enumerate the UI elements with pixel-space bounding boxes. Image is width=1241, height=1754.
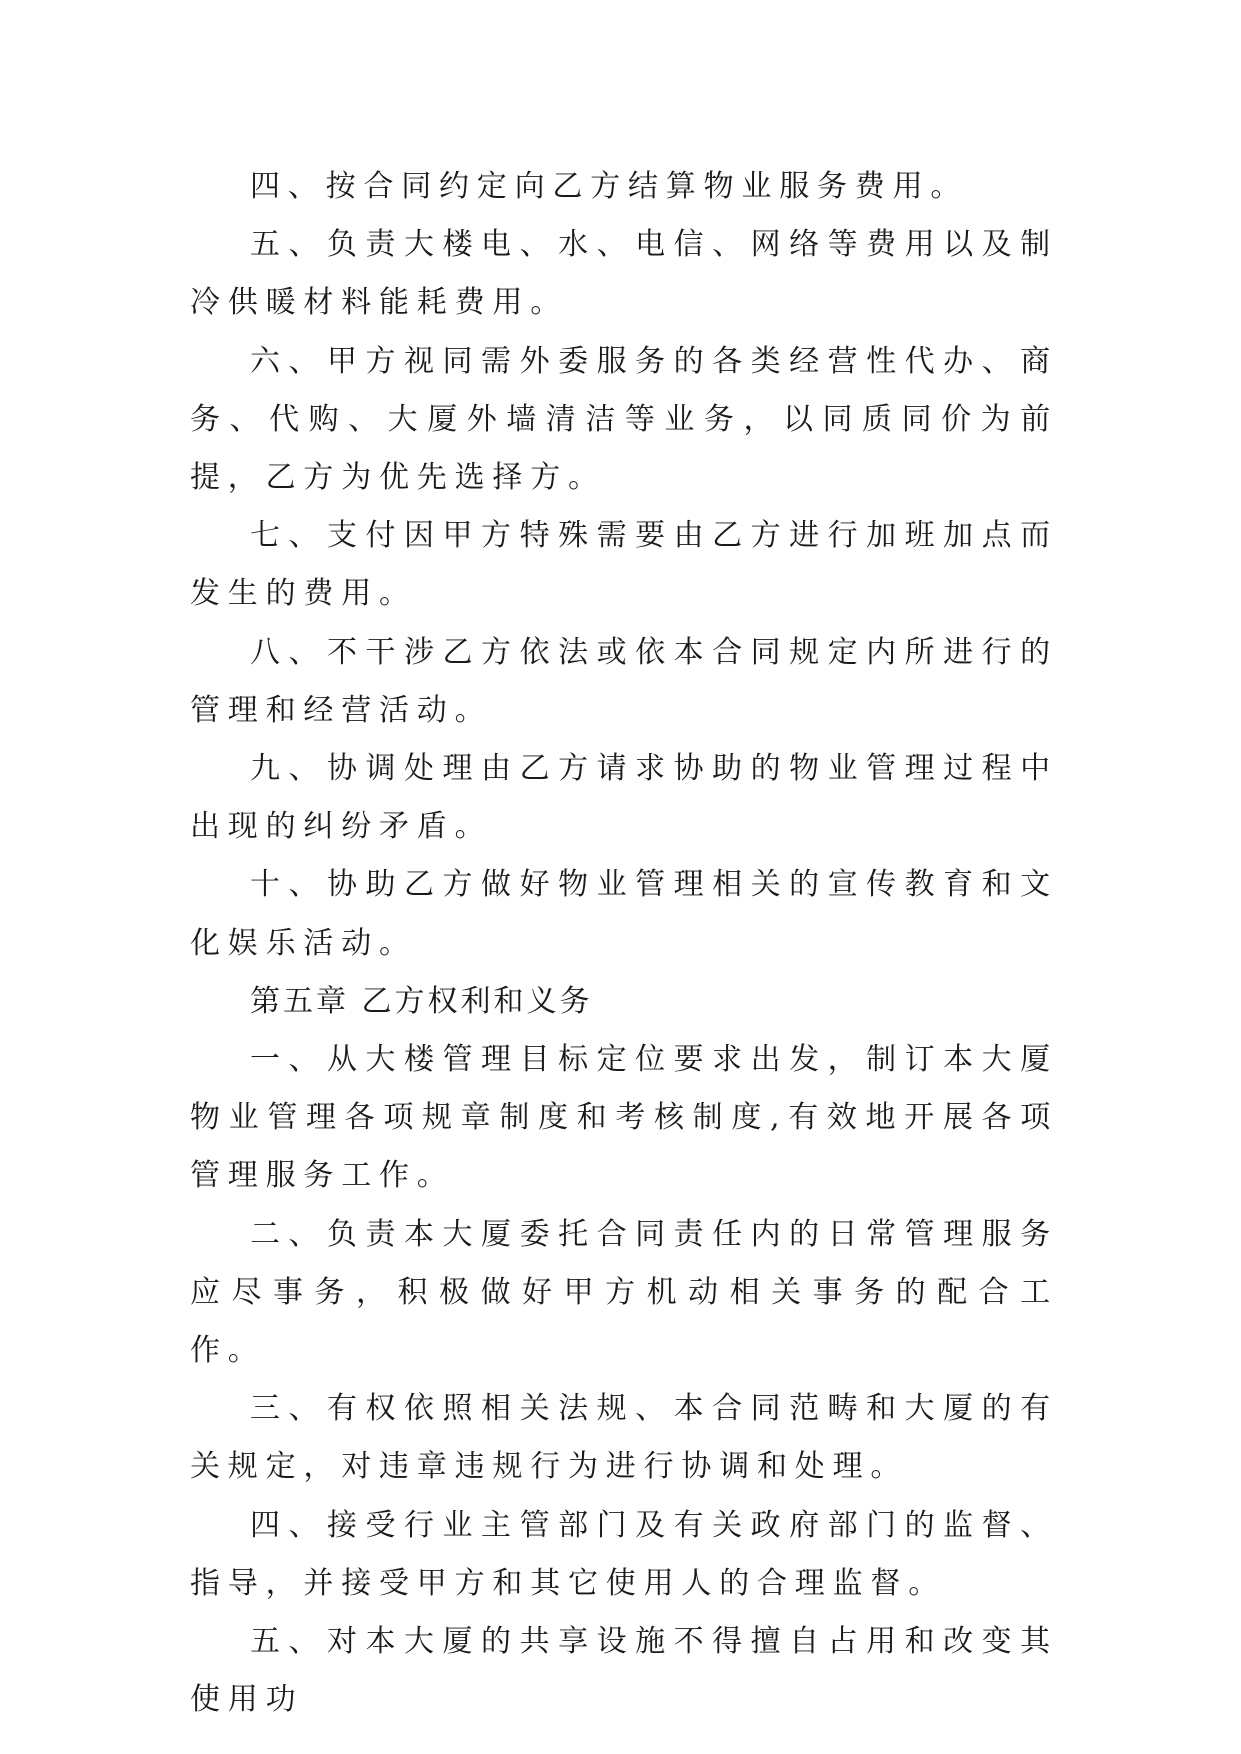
chapter-5-heading: 第五章 乙方权利和义务 [250,983,593,1019]
paragraph-10-publicity-support: 十、协助乙方做好物业管理相关的宣传教育和文化娱乐活动。 [190,867,1058,961]
paragraph-7-overtime-costs: 七、支付因甲方特殊需要由乙方进行加班加点而发生的费用。 [190,518,1058,612]
party-b-paragraph-2-daily-management: 二、负责本大厦委托合同责任内的日常管理服务应尽事务，积极做好甲方机动相关事务的配合工作。 [190,1216,1058,1369]
party-b-paragraph-3-violations: 三、有权依照相关法规、本合同范畴和大厦的有关规定，对违章违规行为进行协调和处理。 [190,1391,1058,1485]
party-b-paragraph-4-supervision: 四、接受行业主管部门及有关政府部门的监督、指导，并接受甲方和其它使用人的合理监督。 [190,1507,1058,1601]
party-b-paragraph-5-shared-facilities: 五、对本大厦的共享设施不得擅自占用和改变其使用功 [190,1624,1058,1718]
party-b-paragraph-1-regulations: 一、从大楼管理目标定位要求出发，制订本大厦物业管理各项规章制度和考核制度,有效地开展各项管理服务工作。 [190,1042,1058,1194]
document-body [190,158,1058,1729]
paragraph-6-outsourced-services: 六、甲方视同需外委服务的各类经营性代办、商务、代购、大厦外墙清洁等业务，以同质同价为前提，乙方为优先选择方。 [190,343,1058,496]
paragraph-9-dispute-coordination: 九、协调处理由乙方请求协助的物业管理过程中出现的纠纷矛盾。 [190,751,1058,845]
paragraph-8-non-interference: 八、不干涉乙方依法或依本合同规定内所进行的管理和经营活动。 [190,634,1058,728]
paragraph-4-settle-fees: 四、按合同约定向乙方结算物业服务费用。 [250,169,969,204]
paragraph-5-utility-costs: 五、负责大楼电、水、电信、网络等费用以及制冷供暖材料能耗费用。 [190,227,1058,321]
